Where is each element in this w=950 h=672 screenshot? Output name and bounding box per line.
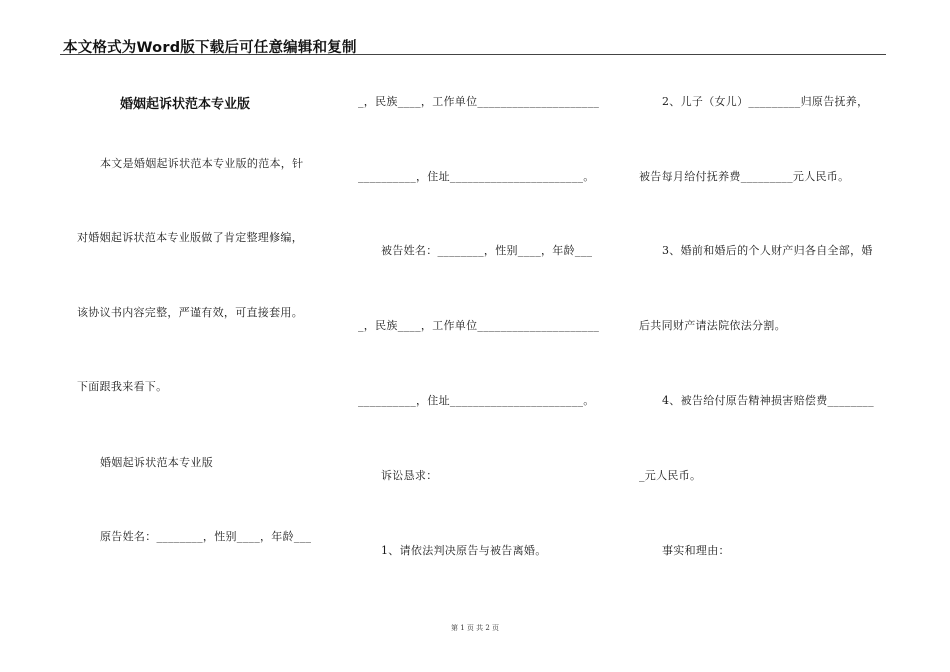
right-line-7: 事实和理由： [662,544,730,557]
right-line-1: 2、儿子（女儿）_________归原告抚养， [662,95,869,108]
right-line-5: 4、被告给付原告精神损害赔偿费________ [662,394,874,407]
middle-line-7: 1、请依法判决原告与被告离婚。 [381,544,547,557]
middle-line-2: __________，住址_______________________。 [358,170,595,183]
middle-line-6: 诉讼恳求： [381,469,438,482]
left-line-5: 婚姻起诉状范本专业版 [100,456,213,469]
left-line-6: 原告姓名：________，性别____，年龄___ [100,530,312,543]
right-line-2: 被告每月给付抚养费_________元人民币。 [639,170,850,183]
left-line-2: 对婚姻起诉状范本专业版做了肯定整理修编， [77,231,303,244]
left-line-3: 该协议书内容完整，严谨有效，可直接套用。 [77,306,303,319]
document-title: 婚姻起诉状范本专业版 [120,97,251,112]
header-divider [60,54,886,55]
right-line-6: _元人民币。 [639,469,702,482]
right-line-4: 后共同财产请法院依法分割。 [639,319,786,332]
page-header: 本文格式为Word版下载后可任意编辑和复制 [63,40,357,56]
left-line-1: 本文是婚姻起诉状范本专业版的范本，针 [100,157,304,170]
middle-line-5: __________，住址_______________________。 [358,394,595,407]
middle-line-1: _，民族____，工作单位_____________________ [358,95,600,108]
middle-line-3: 被告姓名：________，性别____，年龄___ [381,244,593,257]
right-line-3: 3、婚前和婚后的个人财产归各自全部，婚 [662,244,873,257]
left-line-4: 下面跟我来看下。 [77,380,168,393]
page-footer: 第 1 页 共 2 页 [450,624,500,632]
middle-line-4: _，民族____，工作单位_____________________ [358,319,600,332]
